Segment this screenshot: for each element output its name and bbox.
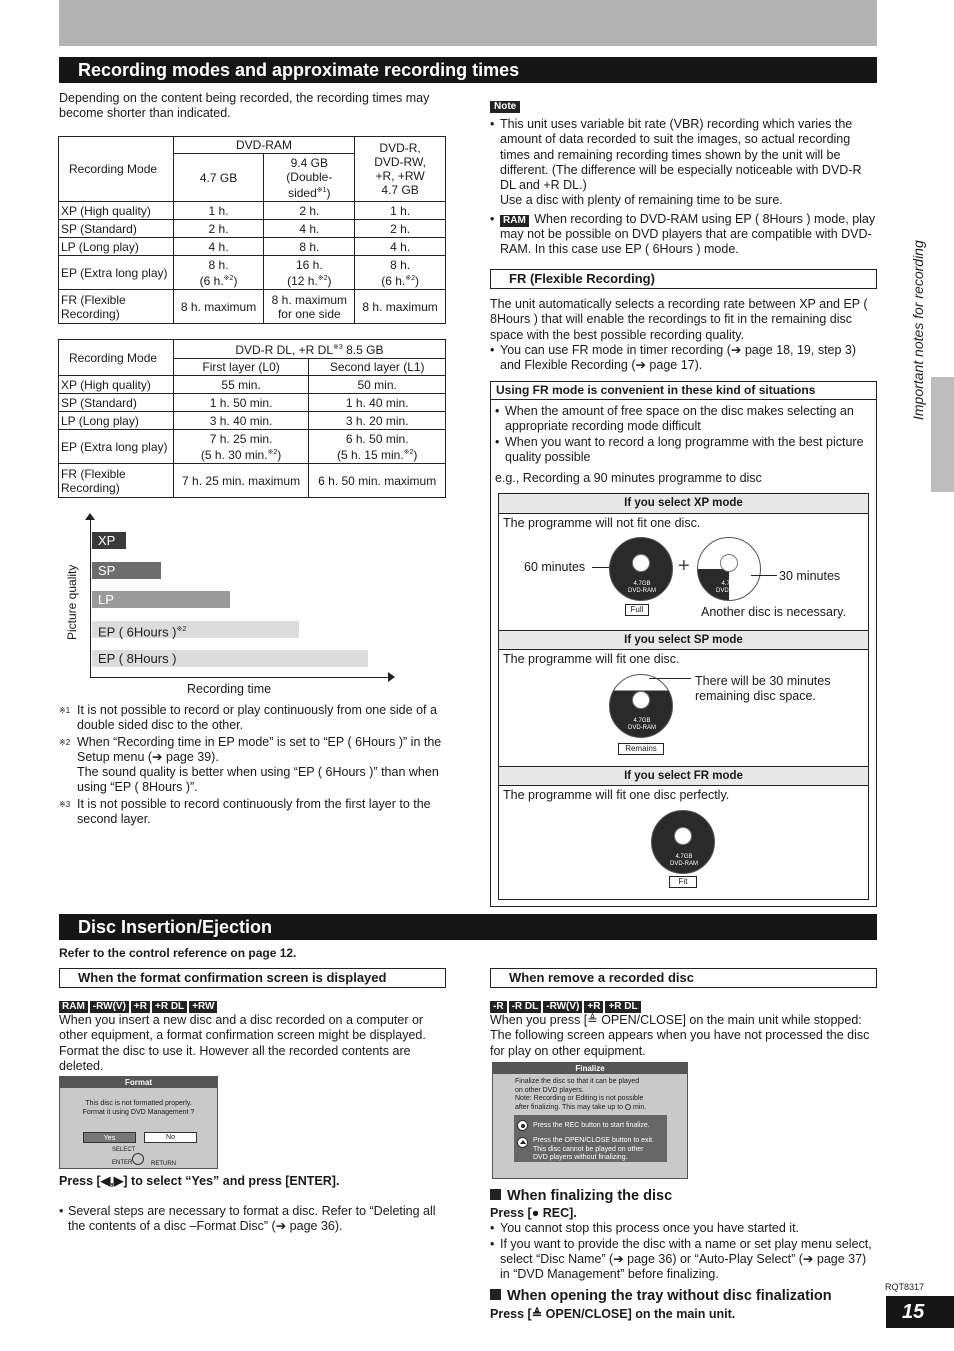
- header-4-7gb: 4.7 GB: [173, 154, 264, 202]
- table-row: EP (Extra long play) 7 h. 25 min. (5 h. 30 min.$^{※2}$) 6 h. 50 min. (5 h. 15 min.$^{※2}$): [59, 430, 446, 464]
- section-title-recording-modes: Recording modes and approximate recording times: [59, 57, 877, 83]
- fr-mode-text: The programme will fit one disc perfectly.: [503, 788, 730, 802]
- finalize-option-eject: Press the OPEN/CLOSE button to exit. This disc cannot be played on other DVD players without finalizing.: [533, 1137, 654, 1161]
- quality-bar-label: LP: [98, 592, 114, 607]
- disc-full-icon: 4.7GB DVD-RAM: [609, 537, 673, 601]
- square-bullet-icon: [490, 1289, 501, 1300]
- disc-half-icon: 4.7GB DVD-RAM: [697, 537, 761, 601]
- remove-description: When you press [≜ OPEN/CLOSE] on the main unit while stopped: The following screen appears when you have not processed the disc for play on other equipment.: [490, 1013, 870, 1058]
- table-row: XP (High quality) 1 h. 2 h. 1 h.: [59, 202, 446, 220]
- quality-bar-footnote: ※2: [176, 625, 187, 633]
- another-disc-text: Another disc is necessary.: [701, 605, 846, 619]
- note-label: Note: [490, 101, 520, 113]
- tag-rw-v: -RW(V): [90, 1001, 129, 1013]
- header-dvd-ram: DVD-RAM: [173, 137, 355, 154]
- header-recording-mode: Recording Mode: [59, 340, 174, 376]
- tag-rw-v: -RW(V): [543, 1001, 582, 1013]
- quality-bar-label: EP ( 6Hours ): [98, 623, 177, 639]
- table-row: SP (Standard) 2 h. 4 h. 2 h.: [59, 220, 446, 238]
- x-axis-label: Recording time: [187, 682, 272, 696]
- tag-minus-r-dl: -R DL: [509, 1001, 542, 1013]
- clock-icon: [625, 1104, 631, 1110]
- xp-60-label: 60 minutes: [524, 560, 586, 574]
- x-axis-arrow: [388, 672, 395, 682]
- square-bullet-icon: [490, 1189, 501, 1200]
- format-disc-tags: [59, 998, 219, 1013]
- quality-bar-label: SP: [98, 562, 116, 578]
- header-9-4gb: 9.4 GB (Double- sided$^{※1}$): [264, 154, 355, 202]
- yes-button[interactable]: Yes: [83, 1132, 136, 1143]
- select-hint: SELECT: [112, 1147, 136, 1153]
- no-button[interactable]: No: [144, 1132, 197, 1143]
- note-bullet-1: • This unit uses variable bit rate (VBR) recording which varies the amount of data recorded to suit the images, so actual recording times and remaining recording times shown by the unit will be different. (The difference will be especially noticeable with DVD-R DL and +R DL.) Use a disc with plenty of remaining time to be sure.: [490, 117, 862, 208]
- page-number: 15: [886, 1296, 954, 1328]
- x-axis: [90, 677, 390, 678]
- format-heading: When the format confirmation screen is displayed: [59, 968, 446, 988]
- footnote-3: ※3 It is not possible to record continuously from the first layer to the second layer.: [59, 796, 431, 827]
- finalize-screen: [492, 1062, 688, 1179]
- finalize-message: Finalize the disc so that it can be played on other DVD players. Note: Recording or Editing is not possible after finalizing. This may take up to min.: [515, 1078, 647, 1111]
- remove-heading: When remove a recorded disc: [490, 968, 877, 988]
- top-banner: [59, 0, 877, 46]
- full-label: Full: [625, 604, 649, 616]
- quality-bar-4: [92, 650, 368, 667]
- xp-mode-text: The programme will not fit one disc.: [503, 516, 701, 530]
- fr-description: The unit automatically selects a recording rate between XP and EP ( 8Hours ) that will enable the recordings to fit in the remaining disc space with the best possible recording quality. • You can use FR mode in timer recording (➔ page 18, 19, step 3) and Flexible Recording (➔ page 17).: [490, 297, 868, 373]
- opening-tray-heading: When opening the tray without disc finalization: [490, 1288, 877, 1305]
- y-axis-label: Picture quality: [65, 564, 79, 640]
- footnote-1: ※1 It is not possible to record or play continuously from one side of a double sided disc to the other.: [59, 703, 437, 733]
- mode-comparison: [498, 493, 869, 900]
- fr-heading: FR (Flexible Recording): [490, 269, 877, 289]
- tag-plus-r: +R: [131, 1001, 150, 1013]
- format-instruction: Press [◀,▶] to select “Yes” and press [ENTER].: [59, 1174, 340, 1188]
- plus-sign: +: [678, 555, 690, 577]
- fr-box-title: Using FR mode is convenient in these kind of situations: [491, 382, 876, 400]
- rec-button-icon[interactable]: [517, 1120, 528, 1131]
- header-first-layer: First layer (L0): [173, 359, 309, 376]
- sp-remaining-note: There will be 30 minutes remaining disc space.: [695, 674, 831, 704]
- quality-bar-3: [92, 621, 299, 638]
- footnotes: [59, 703, 449, 827]
- side-label: Important notes for recording: [910, 240, 926, 420]
- side-tab: [931, 377, 954, 492]
- quality-bar-0: [92, 532, 126, 549]
- header-recording-mode: Recording Mode: [59, 137, 174, 202]
- tag-plus-r: +R: [584, 1001, 603, 1013]
- format-description: When you insert a new disc and a disc recorded on a computer or other equipment, a format confirmation screen might be displayed. Format the disc to use it. However all the recorded contents are deleted.: [59, 1013, 426, 1073]
- y-axis-arrow: [85, 513, 95, 520]
- fit-label: Fit: [669, 876, 697, 888]
- finalize-options: [514, 1115, 667, 1162]
- format-note: • Several steps are necessary to format a disc. Refer to “Deleting all the contents of a disc –Format Disc” (➔ page 36).: [59, 1204, 436, 1234]
- tag-ram: RAM: [59, 1001, 88, 1013]
- table-row: LP (Long play) 4 h. 8 h. 4 h.: [59, 238, 446, 256]
- dpad-icon: [132, 1153, 144, 1165]
- sp-mode-heading: If you select SP mode: [499, 630, 868, 650]
- y-axis: [90, 518, 91, 678]
- footnote-2: ※2 When “Recording time in EP mode” is set to “EP ( 6Hours )” in the Setup menu (➔ page 39). The sound quality is better when using “EP ( 6Hours )” than when using “EP ( 8Hours )”.: [59, 734, 442, 795]
- quality-chart: [60, 510, 400, 700]
- remains-label: Remains: [618, 743, 664, 755]
- finalizing-text: Press [● REC]. • You cannot stop this process once you have started it. • If you want to provide the disc with a name or set play menu select, select “Disc Name” (➔ page 36) or “Auto-Play Select” (➔ page 37) in “DVD Management” before finalizing.: [490, 1206, 872, 1282]
- section-title-disc-insertion: Disc Insertion/Ejection: [59, 914, 877, 940]
- finalize-option-rec: Press the REC button to start finalize.: [533, 1122, 650, 1129]
- table-row: FR (Flexible Recording) 8 h. maximum 8 h. maximum for one side 8 h. maximum: [59, 290, 446, 324]
- remove-disc-tags: [490, 998, 643, 1013]
- format-screen-title: Format: [60, 1077, 217, 1088]
- opening-tray-instruction: Press [≜ OPEN/CLOSE] on the main unit.: [490, 1307, 736, 1321]
- finalizing-heading: When finalizing the disc: [490, 1188, 877, 1205]
- quality-bar-label: EP ( 8Hours ): [98, 651, 177, 666]
- finalize-screen-title: Finalize: [493, 1063, 687, 1074]
- table-row: SP (Standard) 1 h. 50 min. 1 h. 40 min.: [59, 394, 446, 412]
- tag-plus-r-dl: +R DL: [605, 1001, 640, 1013]
- table-row: FR (Flexible Recording) 7 h. 25 min. maximum 6 h. 50 min. maximum: [59, 464, 446, 498]
- format-screen-message: This disc is not formatted properly. Format it using DVD Management ?: [82, 1100, 195, 1116]
- ram-tag: RAM: [500, 215, 529, 227]
- fr-mode-heading: If you select FR mode: [499, 766, 868, 786]
- sp-mode-text: The programme will fit one disc.: [503, 652, 680, 666]
- header-second-layer: Second layer (L1): [309, 359, 446, 376]
- tag-plus-r-dl: +R DL: [152, 1001, 187, 1013]
- return-hint: RETURN: [151, 1161, 176, 1167]
- header-dvd-r: DVD-R, DVD-RW, +R, +RW 4.7 GB: [355, 137, 446, 202]
- table-row: EP (Extra long play) 8 h. (6 h.$^{※2}$) 16 h. (12 h.$^{※2}$) 8 h. (6 h.$^{※2}$): [59, 256, 446, 290]
- fr-situation-list: • When the amount of free space on the disc makes selecting an appropriate recording mode difficult • When you want to record a long programme with the best picture quality possible e.g., Recording a 90 minutes programme to disc: [495, 404, 864, 486]
- table-row: XP (High quality) 55 min. 50 min.: [59, 376, 446, 394]
- disc-remains-icon: 4.7GB DVD-RAM: [609, 674, 673, 738]
- control-reference: Refer to the control reference on page 12.: [59, 946, 297, 960]
- enter-hint: ENTER: [112, 1160, 133, 1166]
- table-row: LP (Long play) 3 h. 40 min. 3 h. 20 min.: [59, 412, 446, 430]
- quality-bar-label: XP: [98, 533, 116, 548]
- fr-situations-box: [490, 381, 877, 907]
- xp-30-label: 30 minutes: [779, 569, 841, 583]
- note-list: [490, 117, 876, 258]
- quality-bar-1: [92, 562, 161, 579]
- intro-text: Depending on the content being recorded, the recording times may become shorter than indicated.: [59, 91, 430, 121]
- header-dvd-r-dl: DVD-R DL, +R DL$^{※3}$ 8.5 GB: [173, 340, 445, 359]
- doc-code: RQT8317: [885, 1282, 925, 1292]
- format-screen: [59, 1076, 218, 1169]
- recording-times-table-1: [58, 136, 446, 324]
- tag-plus-rw: +RW: [189, 1001, 217, 1013]
- recording-times-table-2: [58, 339, 446, 498]
- quality-bar-2: [92, 591, 230, 608]
- disc-fit-icon: 4.7GB DVD-RAM: [651, 810, 715, 874]
- eject-button-icon[interactable]: [517, 1137, 528, 1148]
- tag-minus-r: -R: [490, 1001, 507, 1013]
- xp-mode-heading: If you select XP mode: [499, 494, 868, 514]
- note-bullet-2: • RAM When recording to DVD-RAM using EP ( 8Hours ) mode, play may not be possible on DVD players that are compatible with DVD-RAM. In this case use EP ( 6Hours ) mode.: [490, 211, 876, 257]
